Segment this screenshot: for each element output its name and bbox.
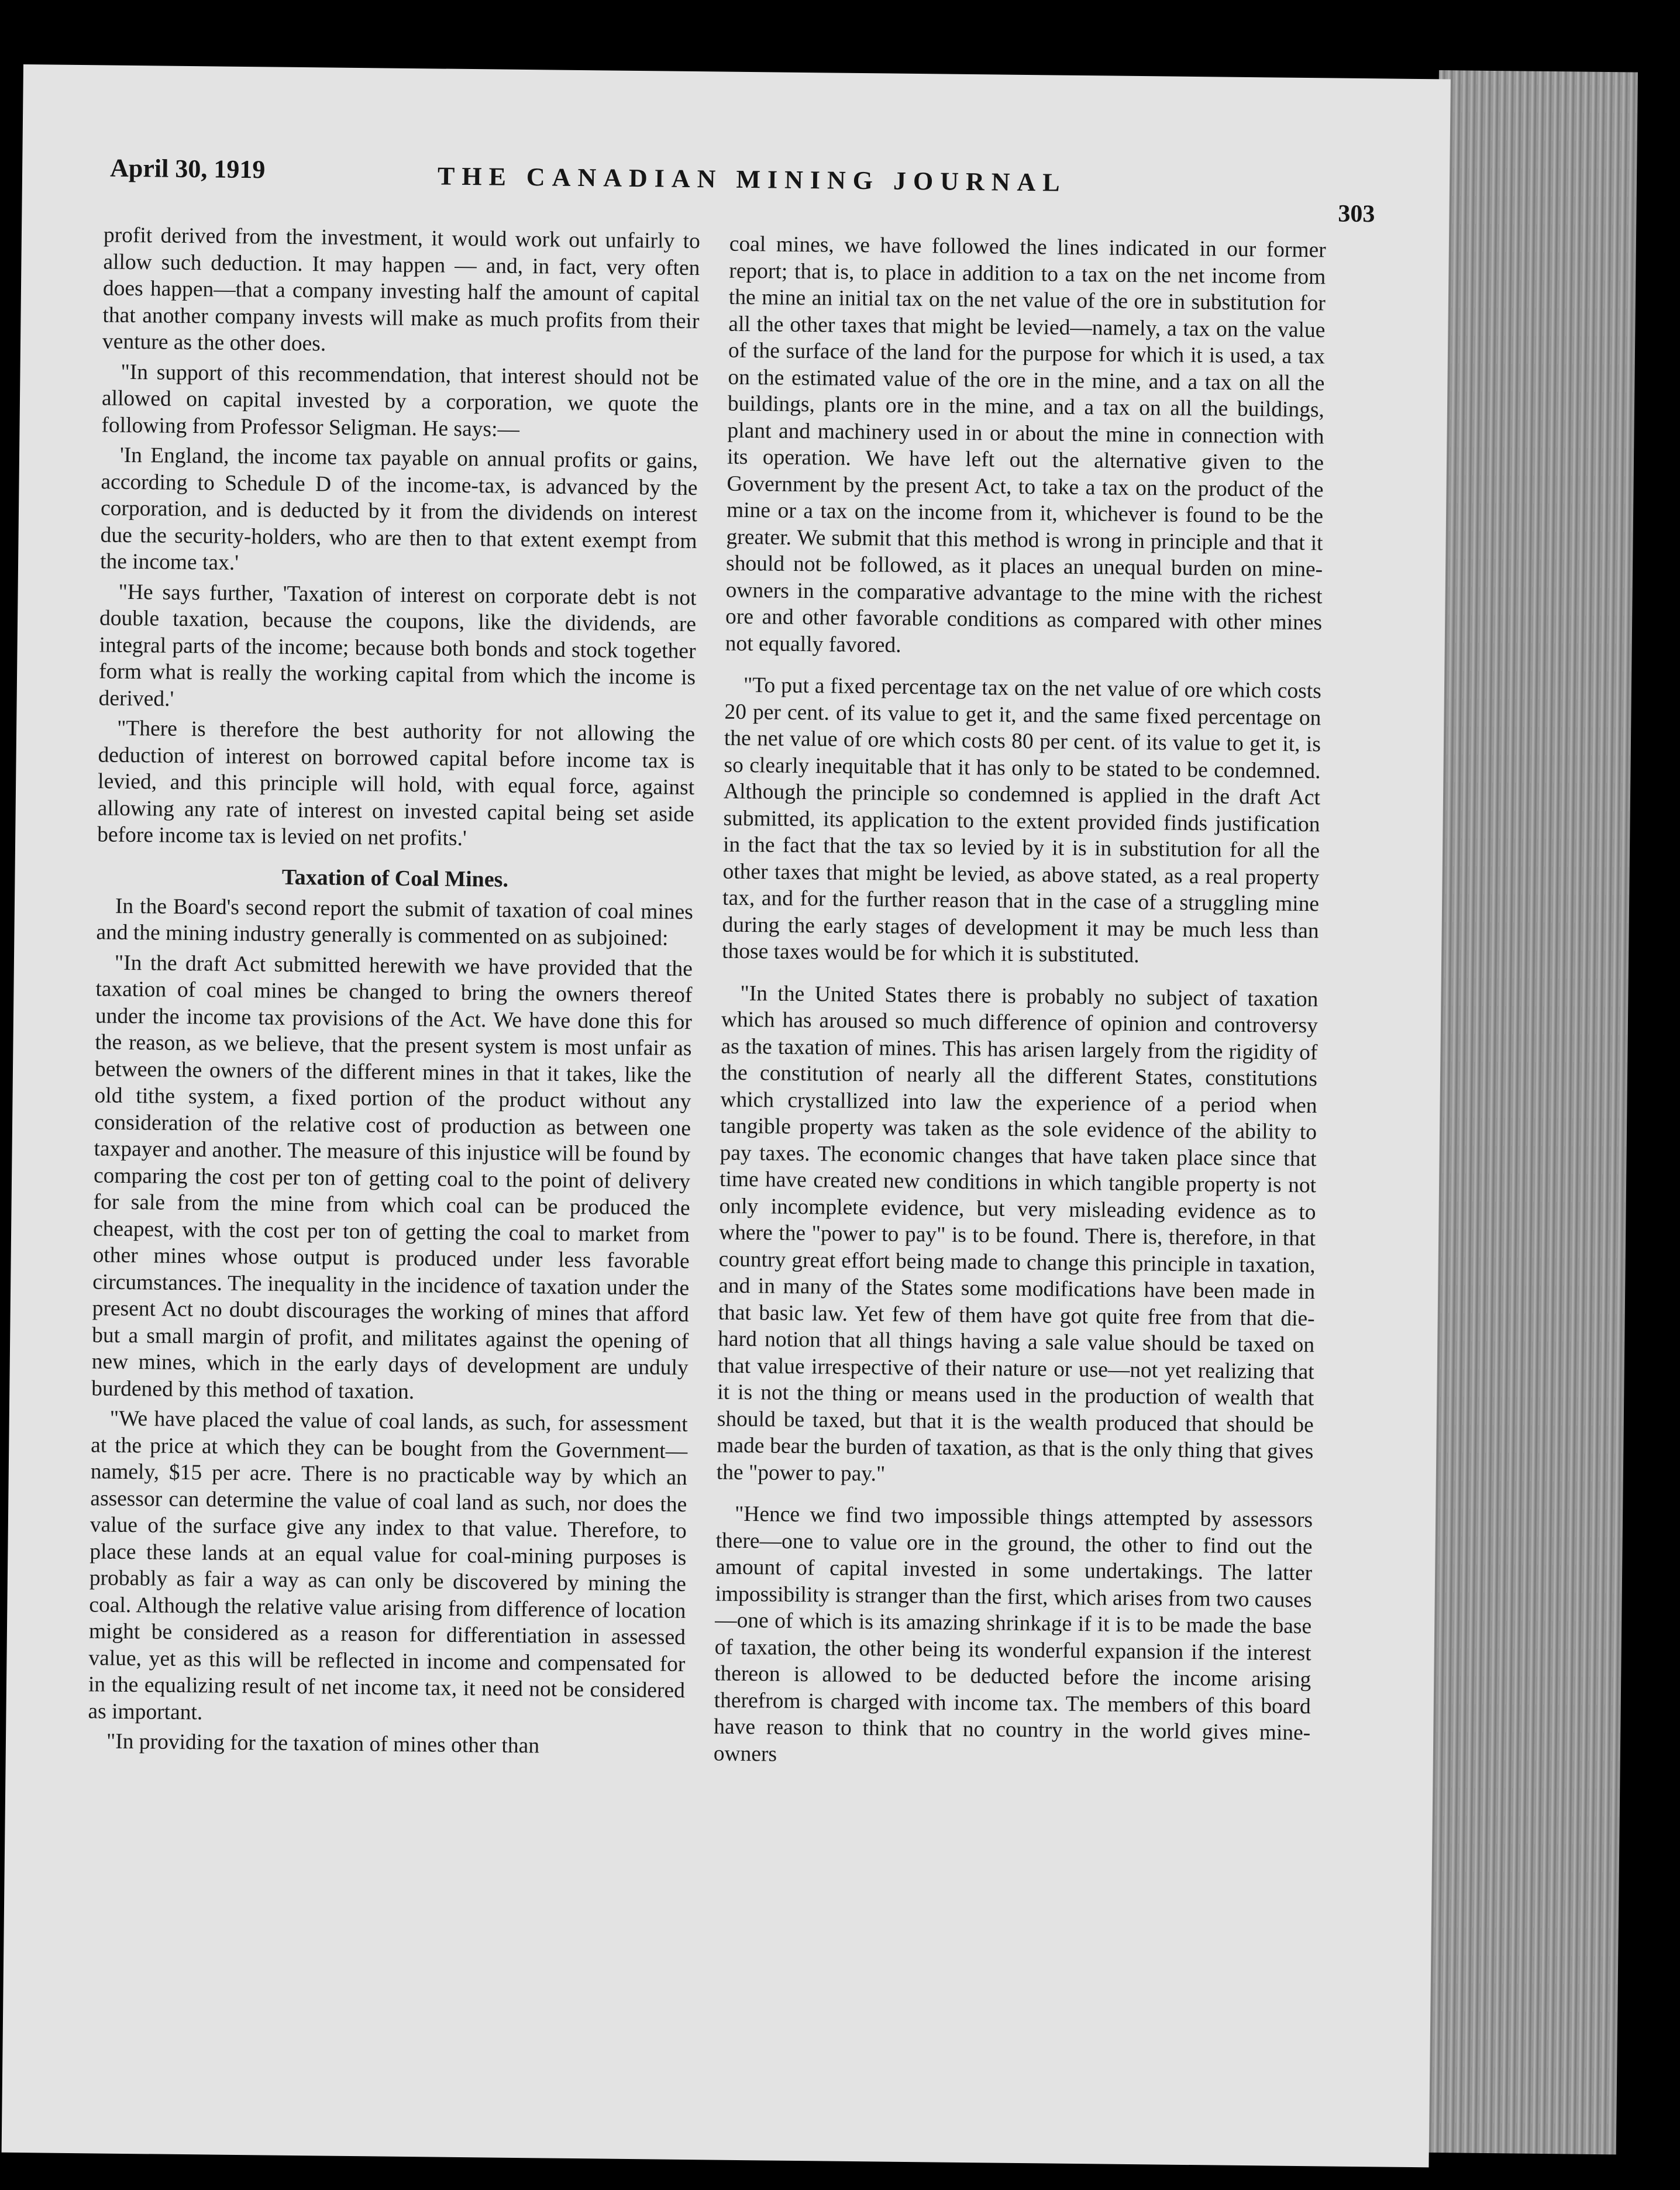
- paragraph: profit derived from the investment, it would work out unfairly to allow such deduction. It may happen — and, in fact, very often does happen—that a company investing half the amount of capital that another company invests will make as much profits from their venture as the other does.: [102, 223, 701, 356]
- paragraph: "To put a fixed percentage tax on the net value of ore which costs 20 per cent. of its value to get it, and the same fixed percentage on the net value of ore which costs 80 per cent. of its value to get it, is so clearly inequitable that it has only to be stated to be condemned. Although the principle so condemned is applied in the draft Act submitted, its application to the extent provided finds justification in the fact that the tax so levied by it is in substitution for all the other taxes that might be levied, as above stated, as a real property tax, and for the further reason that in the case of a struggling mine during the early stages of development it may be much less than those taxes would be for which it is substituted.: [721, 673, 1322, 968]
- right-column: [714, 231, 1327, 1777]
- journal-title: THE CANADIAN MINING JOURNAL: [437, 161, 1067, 197]
- paragraph: "He says further, 'Taxation of interest on corporate debt is not double taxation, because the coupons, like the dividends, are integral parts of the income; because both bonds and stock together form what is really the working capital from which the income is derived.': [98, 580, 697, 711]
- section-heading: Taxation of Coal Mines.: [281, 865, 509, 892]
- page-number: 303: [1338, 200, 1375, 228]
- paragraph: "In the draft Act submitted herewith we have provided that the taxation of coal mines be changed to bring the owners thereof under the income tax provisions of the Act. We have done this for the reason, as we believe, that the present system is most unfair as between the owners of the different mines in that it takes, like the old tithe system, a fixed portion of the product without any consideration of the relative cost of production as between one taxpayer and another. The measure of this injustice will be found by comparing the cost per ton of getting coal to the point of delivery for sale from the mine from which coal can be produced the cheapest, with the cost per ton of getting the coal to market from other mines whose output is produced under less favorable circumstances. The inequality in the incidence of taxation under the present Act no doubt discourages the working of mines that afford but a small margin of profit, and militates against the opening of new mines, which in the early days of development are unduly burdened by this method of taxation.: [91, 951, 693, 1404]
- paragraph: coal mines, we have followed the lines indicated in our former report; that is, to place in addition to a tax on the net income from the mine an initial tax on the net value of the ore in substitution for all the other taxes that might be levied—namely, a tax on the value of the surface of the land for the purpose for which it is used, a tax on the estimated value of the ore in the mine, and a tax on all the buildings, plants ore in the mine, and a tax on all the buildings, plant and machinery used in or about the mine in connection with its operation. We have left out the alternative given to the Government by the present Act, to take a tax on the product of the mine or a tax on the income from it, whichever is found to be the greater. We submit that this method is wrong in principle and that it should not be followed, as it places an unequal burden on mine-owners in the comparative advantage to the mine with the richest ore and other favorable conditions as compared with other mines not equally favored.: [725, 232, 1327, 657]
- journal-page: [2, 64, 1451, 2167]
- paragraph: "In support of this recommendation, that interest should not be allowed on capital invested by a corporation, we quote the following from Professor Seligman. He says:—: [101, 360, 699, 442]
- running-head: [109, 153, 1375, 228]
- paragraph: "In providing for the taxation of mines other than: [106, 1729, 540, 1758]
- paragraph: "Hence we find two impossible things attempted by assessors there—one to value ore in the ground, the other to find out the amount of capital invested in some undertakings. The latter impossibility is stranger than the first, which arises from two causes—one of which is its amazing shrinkage if it is to be made the base of taxation, the other being its wonderful expansion if the interest thereon is allowed to be deducted before the income arising therefrom is charged with income tax. The members of this board have reason to think that no country in the world gives mine-owners: [713, 1502, 1313, 1767]
- book-spine: [1417, 70, 1638, 2154]
- paragraph: "We have placed the value of coal lands, as such, for assessment at the price at which they can be bought from the Government—namely, $15 per acre. There is no practicable way by which an assessor can determine the value of coal land as such, nor does the value of the surface give any index to that value. Therefore, to place these lands at an equal value for coal-mining purposes is probably as fair a way as can only be discovered by mining the coal. Although the relative value arising from difference of location might be considered as a reason for differentiation in assessed value, yet as this will be reflected in income and compensated for in the equalizing result of net income tax, it need not be considered as important.: [88, 1406, 688, 1724]
- paragraph: In the Board's second report the submit of taxation of coal mines and the mining industry generally is commented on as subjoined:: [96, 894, 694, 951]
- issue-date: April 30, 1919: [109, 153, 266, 184]
- paragraph: 'In England, the income tax payable on annual profits or gains, according to Schedule D of the income-tax, is advanced by the corporation, and is deducted by it from the dividends on interest due the security-holders, who are then to that extent exempt from the income tax.': [99, 443, 698, 575]
- paragraph: "There is therefore the best authority for not allowing the deduction of interest on borrowed capital before income tax is levied, and this principle will hold, with equal force, against allowing any rate of interest on invested capital being set aside before income tax is levied on net profits.': [97, 716, 696, 851]
- paragraph: "In the United States there is probably no subject of taxation which has aroused so much difference of opinion and controversy as the taxation of mines. This has arisen largely from the rigidity of the constitution of nearly all the different States, constitutions which crystallized into law the experience of a period when tangible property was taken as the sole evidence of the ability to pay taxes. The economic changes that have taken place since that time have created new conditions in which tangible property is not only incomplete evidence, but very misleading evidence as to where the "power to pay" is to be found. There is, therefore, in that country great effort being made to change this principle in taxation, and in many of the States some modifications have been made in that basic law. Yet few of them have got quite free from that die-hard notion that all things having a sale value should be taxed on that value irrespective of their nature or use—not yet realizing that it is not the thing or means used in the production of wealth that should be taxed, but that it is the wealth produced that should be made bear the burden of taxation, as that is the only thing that gives the "power to pay.": [716, 981, 1318, 1486]
- left-column: [88, 222, 700, 1764]
